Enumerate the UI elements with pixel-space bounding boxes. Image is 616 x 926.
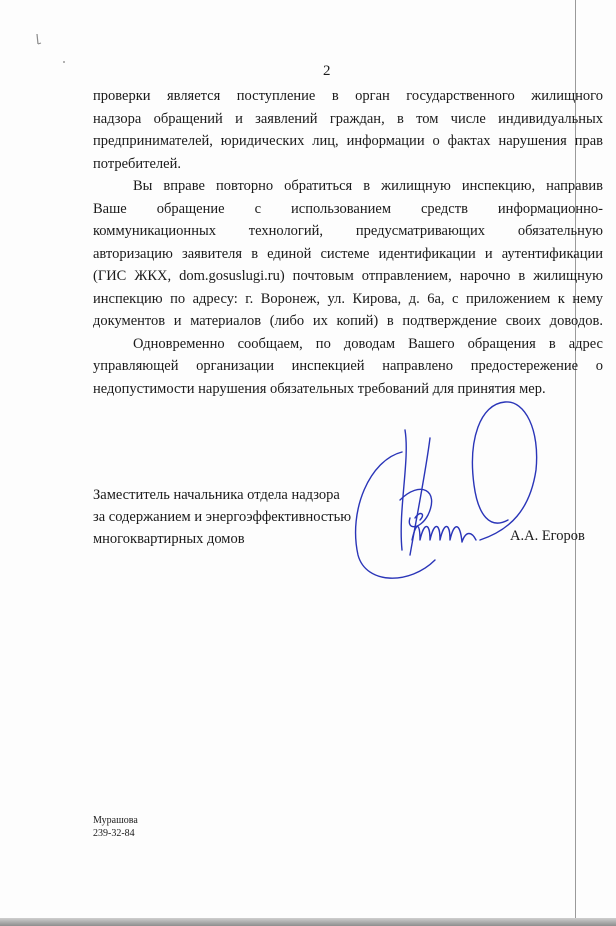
scan-speck-marks — [28, 30, 68, 70]
position-line: многоквартирных домов — [93, 531, 245, 547]
text-line: потребителей. — [93, 155, 181, 172]
text-line: проверки является поступление в орган государственного жилищного — [93, 88, 603, 104]
handwritten-signature — [340, 390, 560, 590]
text-line: предпринимателей, юридических лиц, информации о фактах нарушения прав — [93, 133, 603, 149]
text-line: инспекцию по адресу: г. Воронеж, ул. Кирова, д. 6а, с приложением к нему — [93, 290, 603, 307]
position-line: за содержанием и энергоэффективностью — [93, 509, 352, 525]
page-number: 2 — [323, 63, 331, 79]
text-line: недопустимости нарушения обязательных требований для принятия мер. — [93, 380, 546, 397]
text-line: Ваше обращение с использованием средств информационно- — [93, 200, 603, 217]
text-line: Одновременно сообщаем, по доводам Вашего обращения в адрес — [133, 335, 603, 352]
position-line: Заместитель начальника отдела надзора — [93, 487, 340, 503]
signatory-position — [93, 484, 351, 550]
text-line: Вы вправе повторно обратиться в жилищную инспекцию, направив — [133, 178, 603, 194]
executor-phone: 239-32-84 — [93, 828, 135, 839]
executor-name: Мурашова — [93, 815, 138, 826]
scan-bottom-edge — [0, 918, 616, 926]
signatory-name: А.А. Егоров — [510, 528, 585, 544]
text-line: (ГИС ЖКХ, dom.gosuslugi.ru) почтовым отправлением, нарочно в жилищную — [93, 268, 603, 284]
text-line: документов и материалов (либо их копий) в подтверждение своих доводов. — [93, 313, 603, 329]
letter-body — [93, 85, 603, 400]
text-line: авторизацию заявителя в единой системе идентификации и аутентификации — [93, 245, 603, 262]
text-line: коммуникационных технологий, предусматривающих обязательную — [93, 223, 603, 239]
text-line: управляющей организации инспекцией направлено предостережение о — [93, 358, 603, 374]
executor-block — [93, 814, 138, 840]
text-line: надзора обращений и заявлений граждан, в том числе индивидуальных — [93, 110, 603, 127]
